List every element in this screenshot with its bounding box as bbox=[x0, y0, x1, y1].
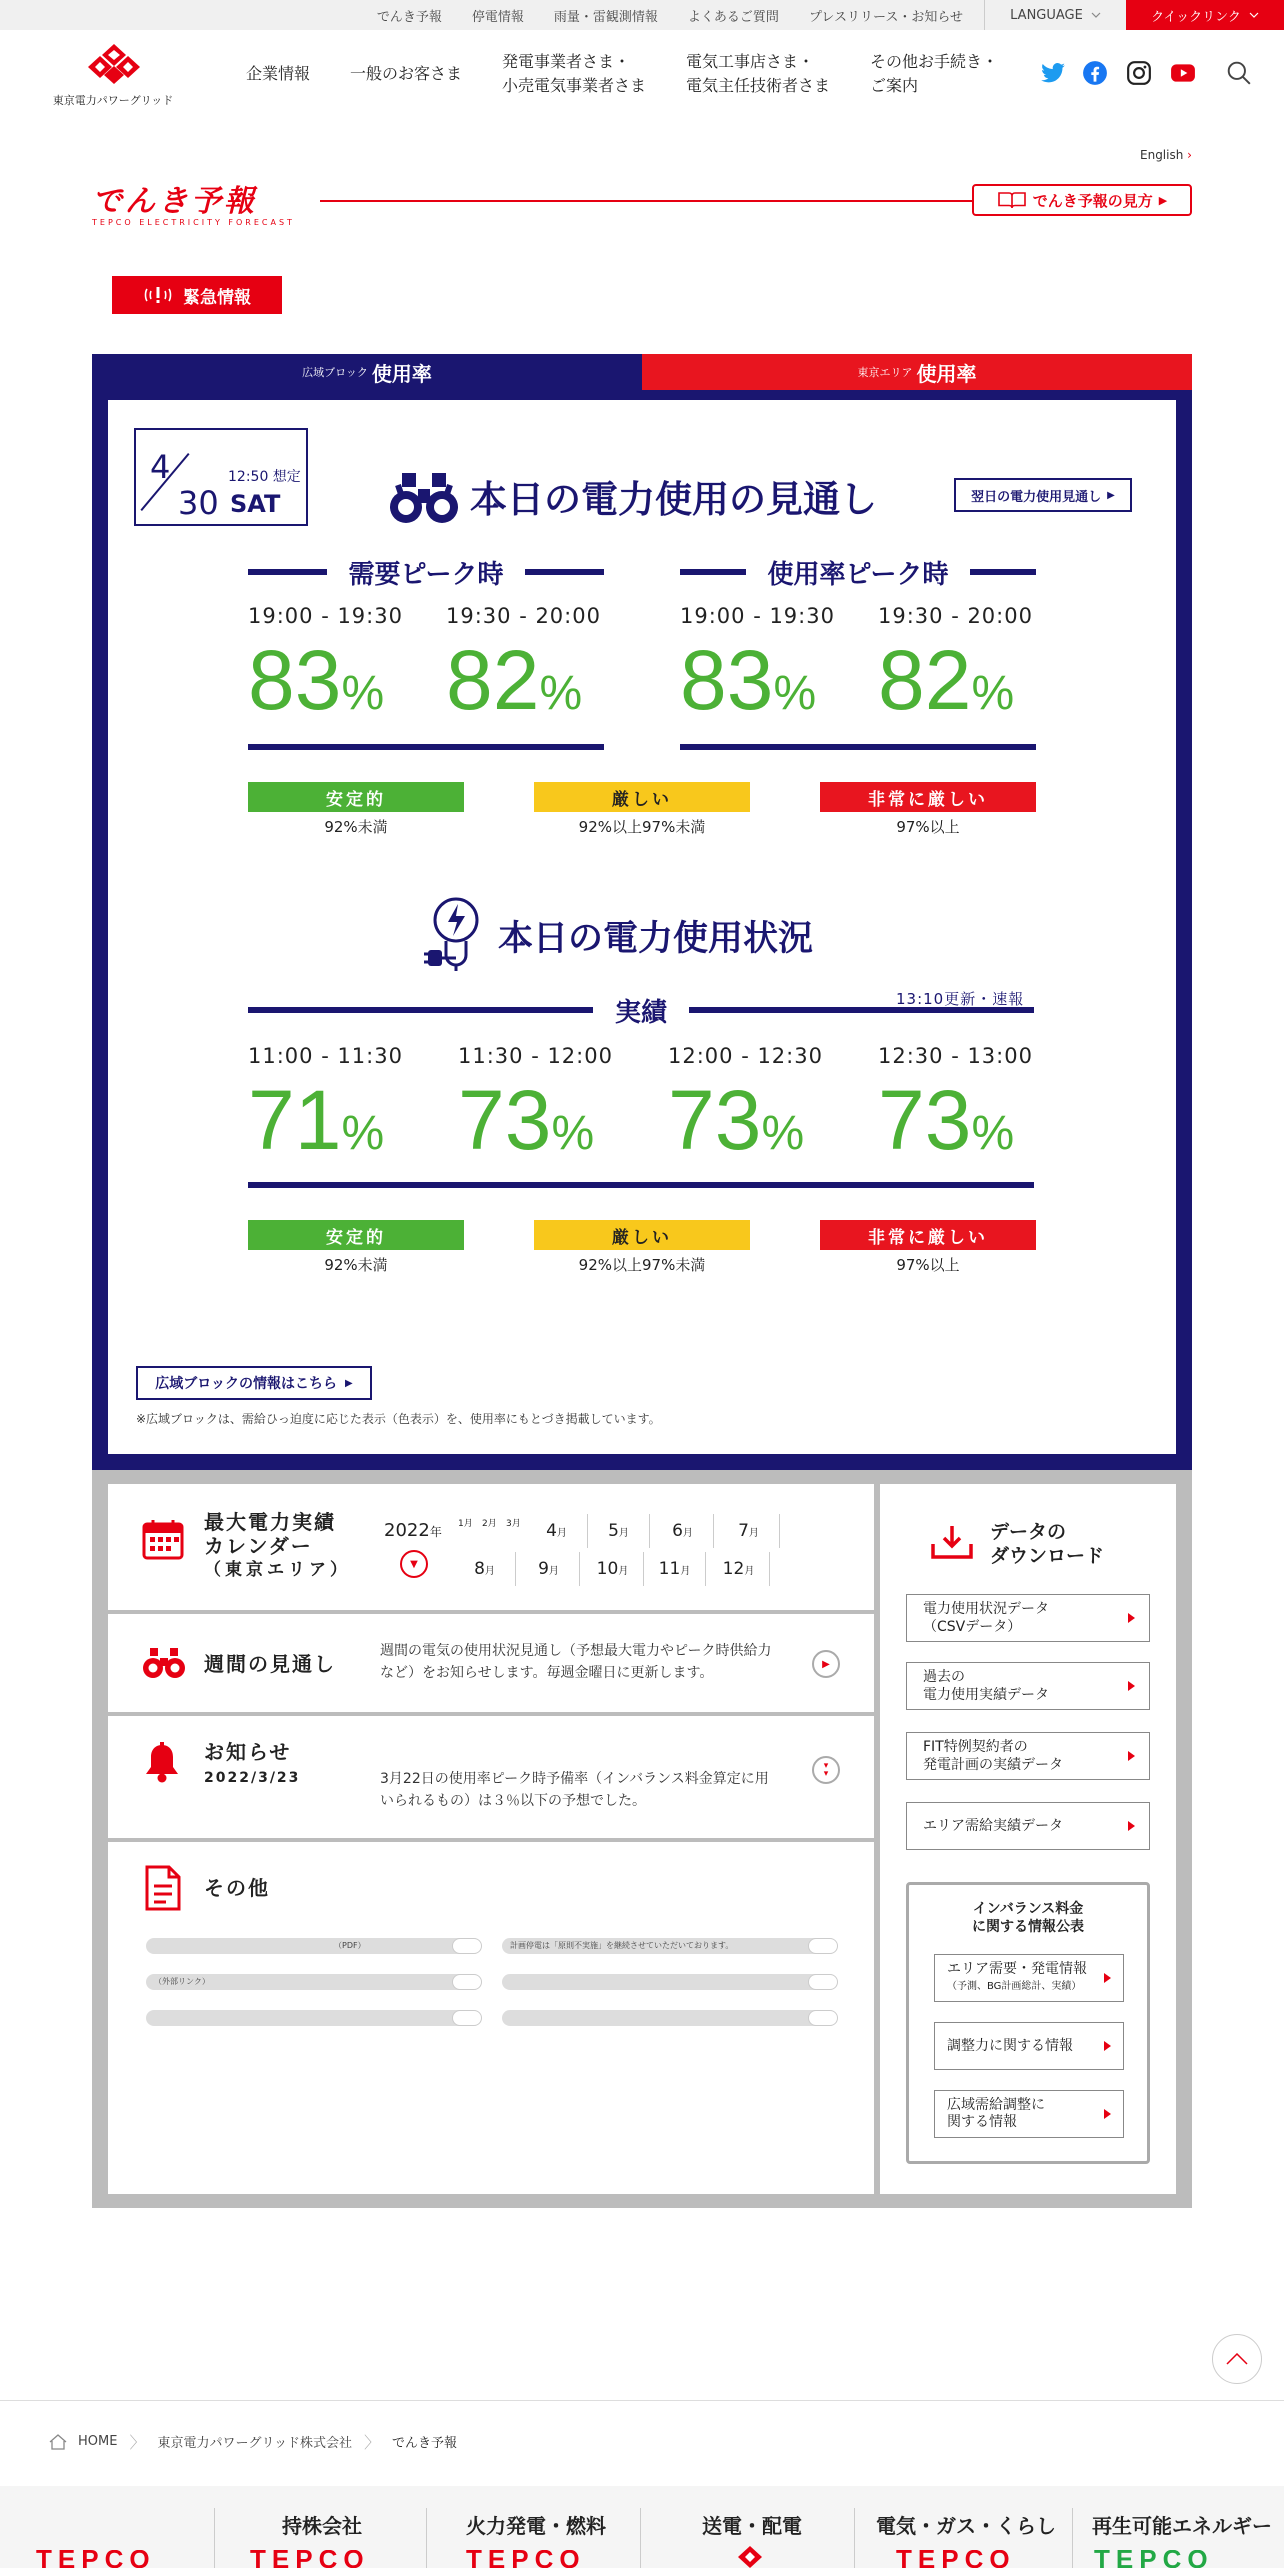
calendar-title-line: カレンダー bbox=[204, 1534, 313, 1558]
heading-bar bbox=[248, 569, 327, 575]
footer-separator bbox=[1072, 2508, 1073, 2568]
legend-stable bbox=[248, 782, 464, 837]
month-unit: 月 bbox=[463, 1519, 473, 1529]
date-time: 12:50 想定 bbox=[228, 469, 301, 485]
month-unit: 月 bbox=[511, 1519, 521, 1529]
forecast-heading bbox=[388, 466, 877, 526]
date-month: 4 bbox=[150, 448, 171, 486]
notice-expand-button[interactable] bbox=[812, 1756, 840, 1784]
link-arrow bbox=[452, 2010, 482, 2026]
english-link[interactable] bbox=[1140, 148, 1192, 162]
footer-col-power-grid[interactable]: 送電・配電 bbox=[702, 2514, 802, 2538]
footer-separator bbox=[214, 2508, 215, 2568]
legend-tight bbox=[534, 782, 750, 837]
legend-caption: 97%以上 bbox=[896, 1256, 960, 1274]
legend-very-tight bbox=[820, 1220, 1036, 1275]
triangle-right-icon bbox=[1128, 1751, 1135, 1761]
tab-big-label: 使用率 bbox=[916, 361, 977, 386]
next-day-forecast-button[interactable] bbox=[954, 478, 1132, 512]
slot-value: 71 bbox=[248, 1073, 342, 1167]
nav-label: 電気工事店さま・ bbox=[686, 52, 815, 71]
status-title: 本日の電力使用状況 bbox=[498, 919, 814, 959]
slot-value: 73 bbox=[668, 1073, 762, 1167]
brand-text: TEPCO bbox=[896, 2550, 1016, 2568]
brand-text: TEPCO bbox=[36, 2550, 156, 2568]
book-icon bbox=[997, 190, 1027, 210]
month-link-6[interactable] bbox=[652, 1514, 714, 1548]
tab-small-label: 東京エリア bbox=[857, 366, 913, 379]
download-button-line: 電力使用実績データ bbox=[923, 1687, 1049, 1703]
legend-stable bbox=[248, 1220, 464, 1275]
legend-caption: 92%以上97%未満 bbox=[578, 1256, 706, 1274]
legend-very-tight bbox=[820, 782, 1036, 837]
fuel-power-brand-logo[interactable] bbox=[466, 2550, 586, 2568]
home-icon bbox=[48, 2433, 68, 2451]
imbalance-area-demand-button[interactable] bbox=[934, 1954, 1124, 2002]
download-title-line: ダウンロード bbox=[990, 1545, 1105, 1567]
link-arrow bbox=[452, 1974, 482, 1990]
slot-percent: % bbox=[341, 667, 385, 720]
denki-yoho-logo-text: でんき予報 bbox=[92, 184, 257, 219]
month-unit: 月 bbox=[680, 1566, 691, 1577]
chevron-right-icon: › bbox=[1187, 148, 1192, 162]
language-selector[interactable] bbox=[984, 0, 1126, 30]
month-link-3[interactable] bbox=[506, 1516, 521, 1529]
month-link-8[interactable] bbox=[454, 1552, 516, 1586]
document-icon bbox=[144, 1864, 182, 1912]
tepco-logo-icon bbox=[86, 44, 142, 88]
download-button-line: FIT特例契約者の bbox=[923, 1739, 1028, 1755]
utility-bar bbox=[0, 0, 1284, 30]
month-link-9[interactable] bbox=[518, 1552, 580, 1586]
footer-col-fuel-power[interactable]: 火力発電・燃料 bbox=[466, 2514, 606, 2538]
legend-caption: 92%未満 bbox=[324, 1256, 388, 1274]
demand-peak-heading bbox=[248, 554, 604, 590]
other-link-text: 計画停電は「原則不実施」を継続させていただいております。 bbox=[510, 1941, 734, 1950]
imbalance-button-line: 広域需給調整に bbox=[947, 2097, 1045, 2113]
legend-caption: 92%未満 bbox=[324, 818, 388, 836]
footer-col-holdings[interactable]: 持株会社 bbox=[282, 2514, 362, 2538]
area-tabs bbox=[92, 354, 1192, 390]
legend-chip: 安定的 bbox=[248, 1220, 464, 1250]
triangle-right-icon bbox=[1128, 1821, 1135, 1831]
month-link-5[interactable] bbox=[588, 1514, 650, 1548]
month-num: 6 bbox=[672, 1521, 683, 1541]
facebook-icon[interactable] bbox=[1082, 60, 1108, 86]
month-num: 8 bbox=[474, 1559, 485, 1579]
legend-chip: 非常に厳しい bbox=[820, 1220, 1036, 1250]
slot-time: 11:00 - 11:30 bbox=[248, 1044, 403, 1068]
year-unit: 年 bbox=[429, 1525, 442, 1539]
slot-time: 19:30 - 20:00 bbox=[446, 604, 601, 628]
status-heading bbox=[424, 896, 813, 976]
slot-time: 12:30 - 13:00 bbox=[878, 1044, 1033, 1068]
download-button-fit[interactable] bbox=[906, 1732, 1150, 1780]
slot-time: 11:30 - 12:00 bbox=[458, 1044, 613, 1068]
download-button-line: （CSVデータ） bbox=[923, 1619, 1022, 1635]
legend-tight bbox=[534, 1220, 750, 1275]
month-link-12[interactable] bbox=[708, 1552, 770, 1586]
alarm-icon bbox=[143, 284, 173, 306]
month-unit: 月 bbox=[744, 1566, 755, 1577]
date-box bbox=[134, 428, 308, 526]
month-unit: 月 bbox=[618, 1528, 629, 1539]
date-weekday: SAT bbox=[230, 490, 281, 518]
download-button-usage-csv[interactable] bbox=[906, 1594, 1150, 1642]
calendar-expand-button[interactable] bbox=[400, 1550, 428, 1578]
chevron-down-icon bbox=[1249, 12, 1259, 18]
month-num: 5 bbox=[608, 1521, 619, 1541]
month-num: 10 bbox=[596, 1559, 619, 1579]
chevron-down-icon bbox=[1091, 12, 1101, 18]
imbalance-title bbox=[906, 1900, 1150, 1936]
slot-percent: % bbox=[971, 1107, 1015, 1160]
usage-peak-slot bbox=[680, 604, 870, 727]
breadcrumb-company[interactable]: 東京電力パワーグリッド株式会社 bbox=[157, 2436, 352, 2451]
month-unit: 月 bbox=[682, 1528, 693, 1539]
link-arrow bbox=[808, 1974, 838, 1990]
demand-peak-label: 需要ピーク時 bbox=[348, 559, 504, 590]
quicklink-label: クイックリンク bbox=[1151, 9, 1241, 25]
chevron-right-icon: 〉 bbox=[129, 2433, 146, 2452]
triangle-right-icon bbox=[1104, 2109, 1111, 2119]
month-link-11[interactable] bbox=[644, 1552, 706, 1586]
nav-corporate[interactable] bbox=[246, 62, 310, 86]
legend-caption: 92%以上97%未満 bbox=[578, 818, 706, 836]
nav-electricians[interactable] bbox=[686, 50, 830, 98]
month-link-1[interactable] bbox=[458, 1516, 473, 1529]
other-link[interactable] bbox=[502, 2010, 838, 2026]
slot-value: 73 bbox=[878, 1073, 972, 1167]
legend-chip: 厳しい bbox=[534, 782, 750, 812]
link-arrow bbox=[808, 2010, 838, 2026]
triangle-right-icon bbox=[1128, 1681, 1135, 1691]
imbalance-button-line: 調整力に関する情報 bbox=[947, 2037, 1073, 2054]
usage-peak-label: 使用率ピーク時 bbox=[767, 559, 949, 590]
month-unit: 月 bbox=[618, 1566, 629, 1577]
other-link-text: （外部リンク） bbox=[154, 1977, 210, 1986]
denki-yoho-rule bbox=[320, 200, 974, 202]
demand-peak-slot bbox=[446, 604, 636, 727]
slot-time: 19:00 - 19:30 bbox=[248, 604, 403, 628]
brand-text: TEPCO bbox=[250, 2550, 370, 2568]
slot-percent: % bbox=[971, 667, 1015, 720]
tepco-brand-logo[interactable] bbox=[36, 2550, 156, 2568]
calendar-title-line: 最大電力実績 bbox=[204, 1510, 336, 1534]
other-link[interactable] bbox=[502, 1938, 838, 1954]
usage-peak-underline bbox=[680, 744, 1036, 750]
imbalance-adjustment-button[interactable] bbox=[934, 2022, 1124, 2070]
actual-underline bbox=[248, 1182, 1034, 1188]
download-title-line: データの bbox=[990, 1521, 1067, 1543]
other-link[interactable] bbox=[146, 1938, 482, 1954]
other-link[interactable] bbox=[146, 1974, 482, 1990]
other-link[interactable] bbox=[502, 1974, 838, 1990]
holdings-brand-logo[interactable] bbox=[250, 2550, 370, 2568]
slot-percent: % bbox=[539, 667, 583, 720]
month-unit: 月 bbox=[748, 1528, 759, 1539]
imbalance-button-line: 関する情報 bbox=[947, 2114, 1017, 2130]
month-num: 7 bbox=[738, 1521, 749, 1541]
howto-button[interactable] bbox=[972, 184, 1192, 216]
link-arrow bbox=[452, 1938, 482, 1954]
actual-slot bbox=[878, 1044, 1068, 1167]
page-top-button[interactable] bbox=[1212, 2334, 1262, 2384]
nav-label: 一般のお客さま bbox=[350, 64, 463, 83]
wide-block-info-button[interactable] bbox=[136, 1366, 372, 1400]
nav-other-procedures[interactable] bbox=[870, 50, 998, 98]
next-day-label: 翌日の電力使用見通し bbox=[971, 489, 1102, 505]
footer-separator bbox=[426, 2508, 427, 2568]
english-label: English bbox=[1140, 148, 1184, 162]
renewable-brand-logo[interactable] bbox=[1094, 2550, 1214, 2568]
chevrons-down-icon: ▾ ▾ bbox=[823, 1761, 829, 1779]
triangle-right-icon: ▶ bbox=[1158, 193, 1168, 207]
denki-yoho-logo bbox=[92, 186, 328, 228]
youtube-icon[interactable] bbox=[1170, 60, 1196, 86]
instagram-icon[interactable] bbox=[1126, 60, 1152, 86]
month-num: 9 bbox=[538, 1559, 549, 1579]
other-title: その他 bbox=[204, 1876, 270, 1900]
imbalance-button-line: エリア需要・発電情報 bbox=[947, 1961, 1087, 1977]
heading-bar bbox=[248, 1007, 593, 1013]
howto-label: でんき予報の見方 bbox=[1032, 191, 1153, 210]
nav-general-customers[interactable] bbox=[350, 62, 462, 86]
download-button-past-usage[interactable] bbox=[906, 1662, 1150, 1710]
twitter-icon[interactable] bbox=[1040, 60, 1066, 86]
nav-generators-retailers[interactable] bbox=[502, 50, 646, 98]
language-label: LANGUAGE bbox=[1010, 7, 1083, 23]
month-link-2[interactable] bbox=[482, 1516, 497, 1529]
footer-col-energy-partner[interactable]: 電気・ガス・くらし bbox=[876, 2514, 1056, 2538]
month-num: 2 bbox=[482, 1519, 488, 1529]
slot-value: 83 bbox=[680, 633, 774, 727]
quicklink-button[interactable] bbox=[1126, 0, 1284, 30]
updated-time: 13:10更新・速報 bbox=[896, 990, 1025, 1008]
slot-time: 19:00 - 19:30 bbox=[680, 604, 835, 628]
other-link-text: （PDF） bbox=[334, 1941, 366, 1950]
utility-links bbox=[362, 0, 978, 30]
emergency-label: 緊急情報 bbox=[183, 287, 251, 308]
breadcrumb-current: でんき予報 bbox=[391, 2436, 457, 2451]
tab-big-label: 使用率 bbox=[371, 361, 432, 386]
year-value: 2022 bbox=[384, 1520, 430, 1541]
breadcrumb-divider bbox=[0, 2400, 1284, 2401]
utility-link-outage[interactable]: 停電情報 bbox=[471, 9, 524, 25]
weekly-text: 週間の電気の使用状況見通し（予想最大電力やピーク時供給力など）をお知らせします。毎週金曜日に更新します。 bbox=[380, 1643, 772, 1681]
wide-block-label: 広域ブロックの情報はこちら bbox=[155, 1376, 338, 1392]
download-button-line: 発電計画の実績データ bbox=[923, 1757, 1063, 1773]
month-link-7[interactable] bbox=[718, 1514, 780, 1548]
slot-percent: % bbox=[761, 1107, 805, 1160]
triangle-right-icon: ▶ bbox=[822, 1658, 830, 1670]
triangle-right-icon: ▶ bbox=[1107, 489, 1115, 501]
nav-label: 電気主任技術者さま bbox=[686, 76, 831, 95]
actual-slot bbox=[248, 1044, 438, 1167]
weekly-open-button[interactable] bbox=[812, 1650, 840, 1678]
tepco-logo-icon bbox=[724, 2546, 776, 2568]
imbalance-title-line: インバランス料金 bbox=[972, 1901, 1084, 1917]
slot-percent: % bbox=[773, 667, 817, 720]
binoculars-icon bbox=[142, 1646, 186, 1678]
denki-yoho-logo-subtext: TEPCO ELECTRICITY FORECAST bbox=[92, 218, 295, 227]
triangle-right-icon bbox=[1104, 2041, 1111, 2051]
nav-label: 企業情報 bbox=[246, 64, 311, 83]
legend-caption: 97%以上 bbox=[896, 818, 960, 836]
slot-value: 82 bbox=[878, 633, 972, 727]
tab-tokyo-area[interactable] bbox=[642, 354, 1192, 390]
footer-col-renewable[interactable]: 再生可能エネルギー bbox=[1092, 2514, 1272, 2538]
month-unit: 月 bbox=[548, 1566, 559, 1577]
triangle-right-icon: ▶ bbox=[345, 1377, 353, 1389]
tab-wide-block[interactable] bbox=[92, 354, 642, 390]
notice-title: お知らせ bbox=[204, 1740, 292, 1764]
link-arrow bbox=[808, 1938, 838, 1954]
logo-text: 東京電力パワーグリッド bbox=[52, 94, 174, 107]
actual-label: 実績 bbox=[615, 997, 668, 1028]
binoculars-icon bbox=[388, 467, 460, 525]
month-num: 12 bbox=[722, 1559, 745, 1579]
nav-label: ご案内 bbox=[870, 76, 919, 95]
actual-slot bbox=[458, 1044, 648, 1167]
notice-date: 2022/3/23 bbox=[204, 1770, 301, 1786]
imbalance-button-line: （予測、BG計画総計、実績） bbox=[947, 1981, 1082, 1992]
month-unit: 月 bbox=[556, 1528, 567, 1539]
utility-link-faq[interactable]: よくあるご質問 bbox=[687, 9, 779, 25]
wide-block-note: ※広域ブロックは、需給ひっ迫度に応じた表示（色表示）を、使用率にもとづき掲載しています。 bbox=[136, 1412, 661, 1426]
download-button-area-supply[interactable] bbox=[906, 1802, 1150, 1850]
footer-separator bbox=[640, 2508, 641, 2568]
slot-time: 19:30 - 20:00 bbox=[878, 604, 1033, 628]
nav-label: 発電事業者さま・ bbox=[502, 52, 631, 71]
breadcrumb bbox=[48, 2430, 469, 2453]
slot-percent: % bbox=[341, 1107, 385, 1160]
demand-peak-slot bbox=[248, 604, 438, 727]
month-num: 3 bbox=[506, 1519, 512, 1529]
power-plug-icon bbox=[424, 896, 482, 976]
month-link-10[interactable] bbox=[582, 1552, 644, 1586]
utility-link-denki-yoho[interactable]: でんき予報 bbox=[376, 9, 442, 25]
tab-small-label: 広域ブロック bbox=[302, 366, 368, 379]
brand-text: TEPCO bbox=[466, 2550, 586, 2568]
weekly-title: 週間の見通し bbox=[204, 1652, 336, 1676]
imbalance-wide-area-button[interactable] bbox=[934, 2090, 1124, 2138]
date-day: 30 bbox=[178, 484, 219, 522]
calendar-title-line: （東京エリア） bbox=[204, 1560, 351, 1580]
slot-percent: % bbox=[551, 1107, 595, 1160]
nav-label: その他お手続き・ bbox=[870, 52, 999, 71]
forecast-title: 本日の電力使用の見通し bbox=[470, 478, 877, 521]
company-logo[interactable] bbox=[48, 44, 178, 110]
emergency-button[interactable] bbox=[112, 276, 282, 314]
chevron-up-icon bbox=[1226, 2353, 1248, 2365]
heading-bar bbox=[970, 569, 1036, 575]
imbalance-title-line: に関する情報公表 bbox=[972, 1919, 1084, 1935]
heading-bar bbox=[525, 569, 604, 575]
download-button-line: 過去の bbox=[923, 1669, 965, 1685]
actual-slot bbox=[668, 1044, 858, 1167]
usage-peak-slot bbox=[878, 604, 1068, 727]
slot-value: 83 bbox=[248, 633, 342, 727]
calendar-title bbox=[204, 1510, 351, 1582]
download-title bbox=[990, 1520, 1104, 1568]
month-link-4[interactable] bbox=[526, 1514, 588, 1548]
footer-separator bbox=[854, 2508, 855, 2568]
energy-partner-brand-logo[interactable] bbox=[896, 2550, 1016, 2568]
triangle-right-icon bbox=[1104, 1973, 1111, 1983]
month-num: 1 bbox=[458, 1519, 464, 1529]
heading-bar bbox=[680, 569, 746, 575]
legend-chip: 安定的 bbox=[248, 782, 464, 812]
download-icon bbox=[930, 1524, 974, 1560]
utility-link-rain[interactable]: 雨量・雷観測情報 bbox=[553, 9, 658, 25]
month-num: 11 bbox=[658, 1559, 681, 1579]
usage-peak-heading bbox=[680, 554, 1036, 590]
legend-chip: 厳しい bbox=[534, 1220, 750, 1250]
other-link[interactable] bbox=[146, 2010, 482, 2026]
brand-text: TEPCO bbox=[1094, 2550, 1214, 2568]
demand-peak-underline bbox=[248, 744, 604, 750]
month-unit: 月 bbox=[484, 1566, 495, 1577]
slot-value: 82 bbox=[446, 633, 540, 727]
month-num: 4 bbox=[546, 1521, 557, 1541]
nav-label: 小売電気事業者さま bbox=[502, 76, 647, 95]
legend-chip: 非常に厳しい bbox=[820, 782, 1036, 812]
slot-value: 73 bbox=[458, 1073, 552, 1167]
calendar-icon bbox=[142, 1518, 184, 1560]
chevron-right-icon: 〉 bbox=[363, 2433, 380, 2452]
slot-time: 12:00 - 12:30 bbox=[668, 1044, 823, 1068]
triangle-down-icon: ▼ bbox=[410, 1558, 418, 1570]
search-icon[interactable] bbox=[1226, 60, 1252, 86]
download-button-line: 電力使用状況データ bbox=[923, 1601, 1049, 1617]
triangle-right-icon bbox=[1128, 1613, 1135, 1623]
utility-link-press[interactable]: プレスリリース・お知らせ bbox=[808, 9, 963, 25]
month-unit: 月 bbox=[487, 1519, 497, 1529]
breadcrumb-home[interactable]: HOME bbox=[78, 2434, 118, 2449]
bell-icon bbox=[144, 1742, 180, 1784]
calendar-year bbox=[384, 1520, 442, 1541]
download-button-line: エリア需給実績データ bbox=[923, 1818, 1063, 1834]
notice-text: 3月22日の使用率ピーク時予備率（インバランス料金算定に用いられるもの）は３％以下の予想でした。 bbox=[380, 1771, 769, 1809]
